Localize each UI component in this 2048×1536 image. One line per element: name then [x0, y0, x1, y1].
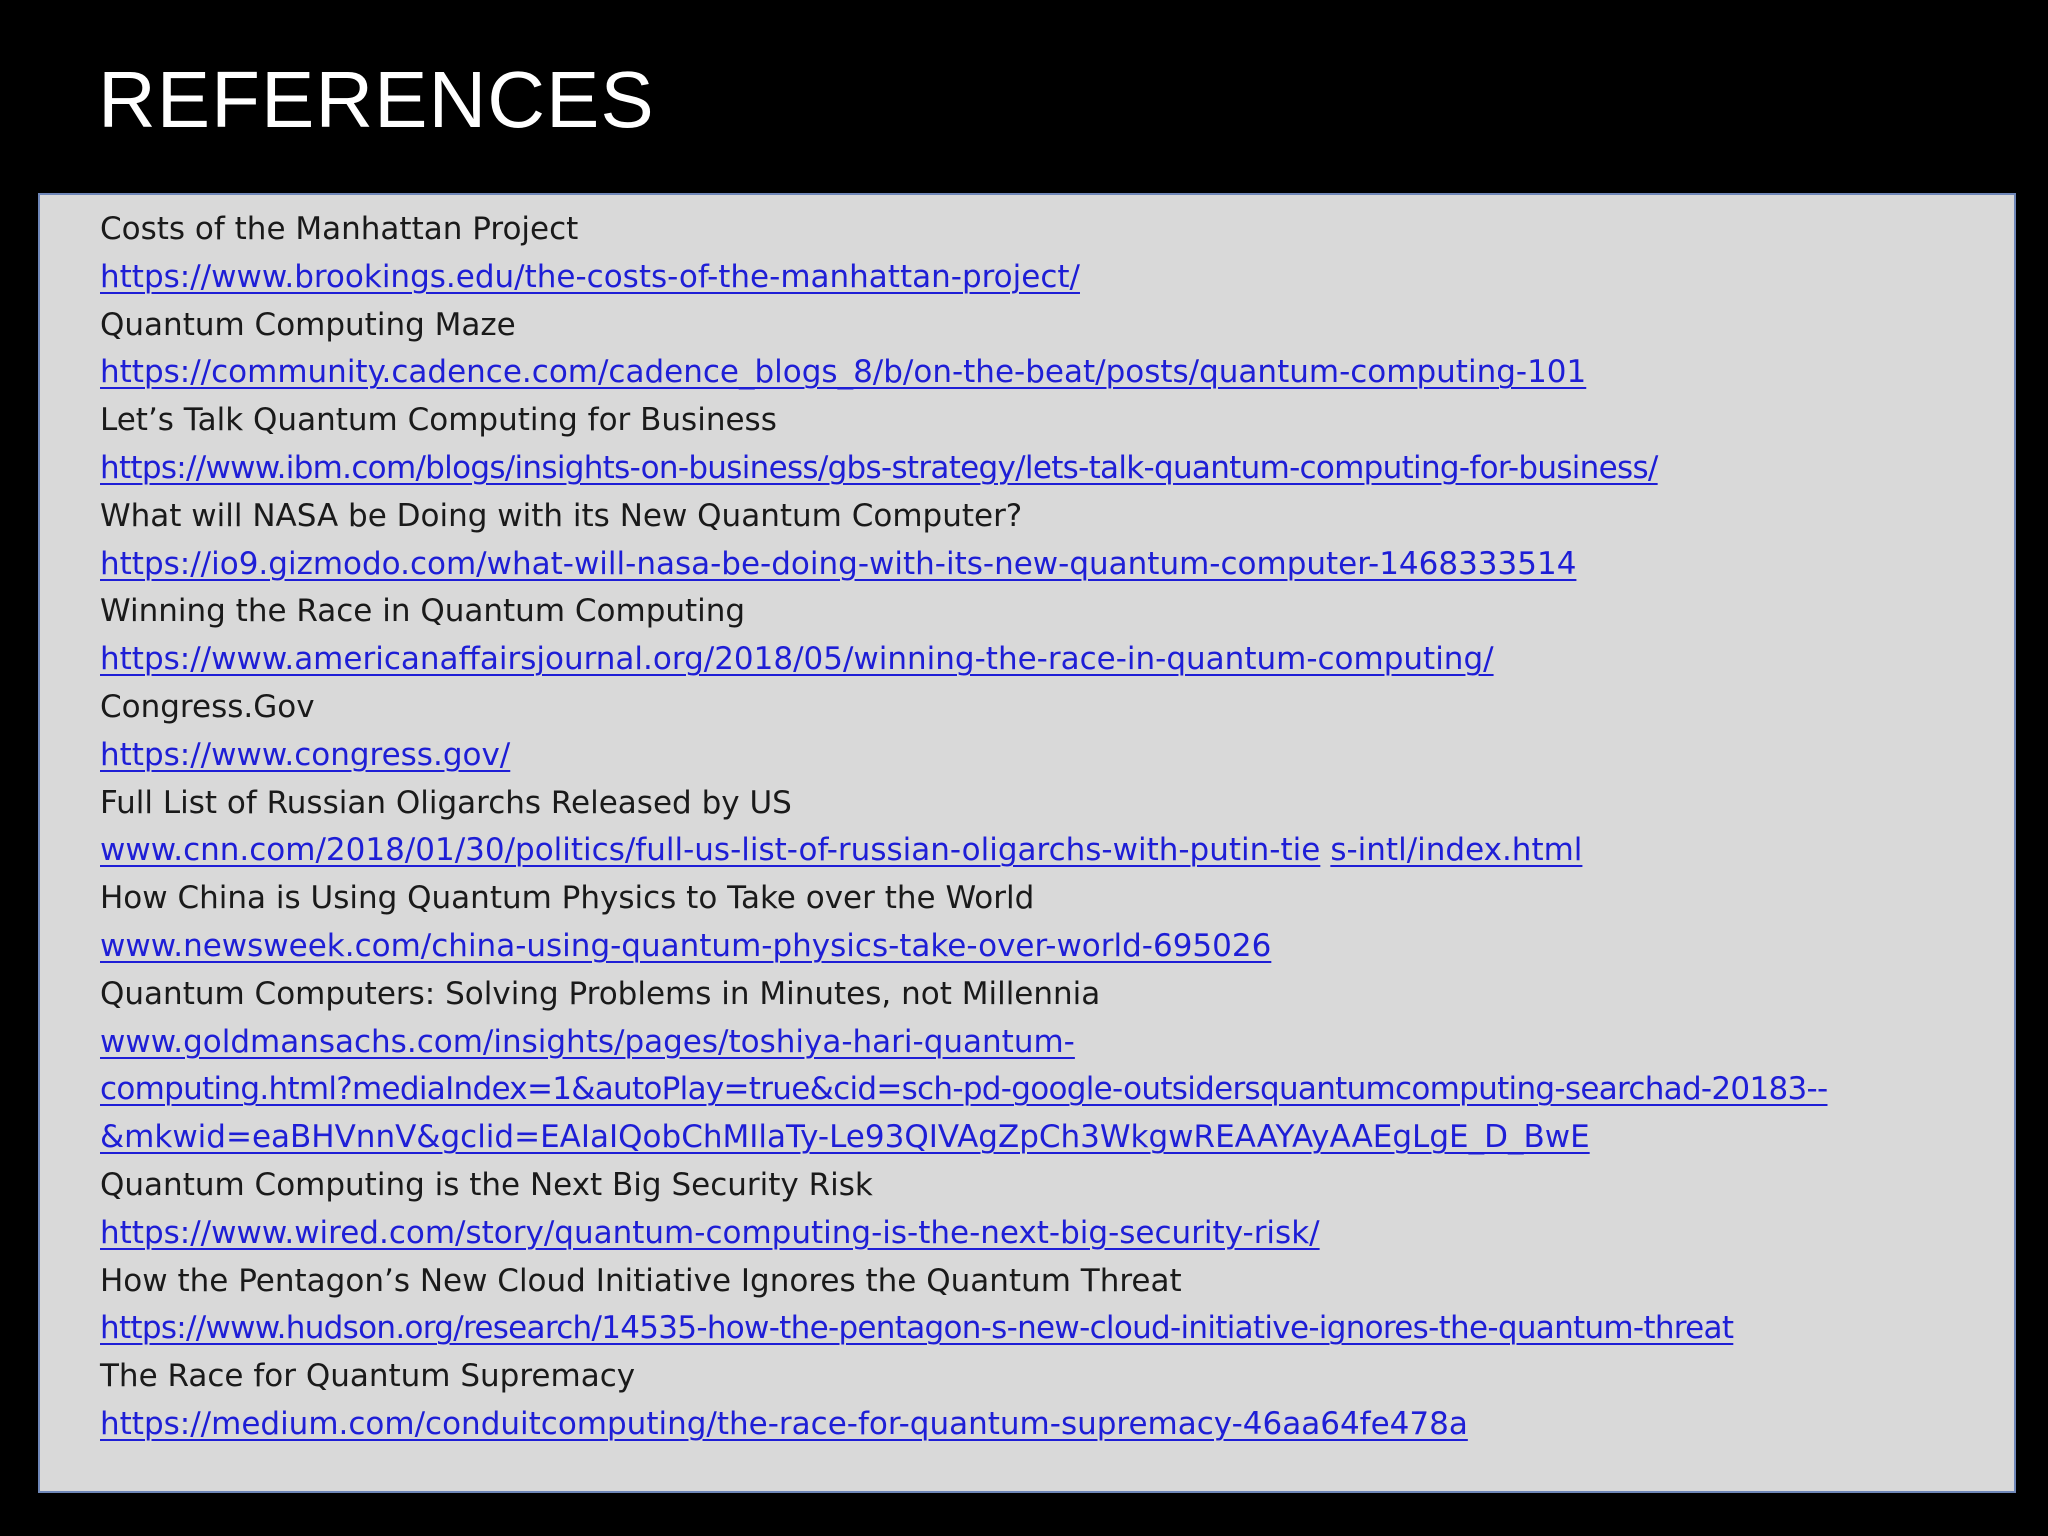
reference-entry-china-quantum	[100, 875, 2000, 971]
references-list	[100, 206, 2000, 1449]
reference-title: Let’s Talk Quantum Computing for Business	[100, 402, 777, 439]
reference-link[interactable]: https://www.americanaffairsjournal.org/2018/05/winning-the-race-in-quantum-computing/	[100, 641, 1494, 678]
reference-entry-nasa-computer	[100, 493, 2000, 589]
reference-link[interactable]: https://io9.gizmodo.com/what-will-nasa-be-doing-with-its-new-quantum-computer-1468333514	[100, 545, 1577, 582]
reference-link-line	[100, 827, 2000, 875]
reference-link-part[interactable]: www.cnn.com/2018/01/30/politics/full-us-list-of-russian-oligarchs-with-putin-tie	[100, 832, 1321, 869]
reference-title: Quantum Computing Maze	[100, 306, 516, 343]
reference-link[interactable]: https://www.ibm.com/blogs/insights-on-business/gbs-strategy/lets-talk-quantum-computing-for-business/	[100, 449, 1658, 486]
reference-link[interactable]: https://www.brookings.edu/the-costs-of-the-manhattan-project/	[100, 258, 1080, 295]
reference-link-line-2[interactable]: computing.html?mediaIndex=1&autoPlay=true&cid=sch-pd-google-outsidersquantumcomputing-searchad-20183--	[100, 1071, 1828, 1108]
reference-link-part[interactable]: s-intl/index.html	[1330, 832, 1583, 869]
reference-title: Quantum Computers: Solving Problems in Minutes, not Millennia	[100, 975, 1101, 1012]
reference-entry-ibm-business	[100, 397, 2000, 493]
reference-entry-congress	[100, 684, 2000, 780]
reference-title: Congress.Gov	[100, 688, 315, 725]
reference-entry-quantum-supremacy	[100, 1353, 2000, 1449]
reference-link[interactable]: https://community.cadence.com/cadence_blogs_8/b/on-the-beat/posts/quantum-computing-101	[100, 354, 1587, 391]
reference-title: Winning the Race in Quantum Computing	[100, 593, 746, 630]
reference-link[interactable]: www.newsweek.com/china-using-quantum-physics-take-over-world-695026	[100, 927, 1272, 964]
reference-entry-manhattan-costs	[100, 206, 2000, 302]
reference-title: Full List of Russian Oligarchs Released by US	[100, 784, 792, 821]
reference-link[interactable]: https://www.hudson.org/research/14535-how-the-pentagon-s-new-cloud-initiative-ignores-the-quantum-threat	[100, 1310, 1734, 1347]
reference-link[interactable]: https://www.congress.gov/	[100, 736, 511, 773]
reference-title: What will NASA be Doing with its New Quantum Computer?	[100, 497, 1023, 534]
reference-title: How China is Using Quantum Physics to Take over the World	[100, 880, 1035, 917]
reference-entry-security-risk	[100, 1162, 2000, 1258]
reference-entry-quantum-maze	[100, 302, 2000, 398]
reference-entry-pentagon-cloud	[100, 1258, 2000, 1354]
reference-entry-russian-oligarchs	[100, 780, 2000, 876]
reference-link-line-3[interactable]: &mkwid=eaBHVnnV&gclid=EAIaIQobChMIlaTy-Le93QIVAgZpCh3WkgwREAAYAyAAEgLgE_D_BwE	[100, 1119, 1590, 1156]
reference-link[interactable]: https://medium.com/conduitcomputing/the-race-for-quantum-supremacy-46aa64fe478a	[100, 1405, 1468, 1442]
reference-link-line-1[interactable]: www.goldmansachs.com/insights/pages/toshiya-hari-quantum-	[100, 1023, 1075, 1060]
reference-title: Costs of the Manhattan Project	[100, 211, 579, 247]
references-panel	[38, 193, 2016, 1493]
reference-title: Quantum Computing is the Next Big Security Risk	[100, 1166, 873, 1203]
reference-title: How the Pentagon’s New Cloud Initiative Ignores the Quantum Threat	[100, 1262, 1182, 1299]
reference-entry-goldman-sachs	[100, 971, 2000, 1162]
reference-link[interactable]: https://www.wired.com/story/quantum-computing-is-the-next-big-security-risk/	[100, 1214, 1320, 1251]
slide-title: REFERENCES	[98, 55, 655, 144]
reference-entry-winning-race	[100, 588, 2000, 684]
reference-title: The Race for Quantum Supremacy	[100, 1358, 636, 1395]
